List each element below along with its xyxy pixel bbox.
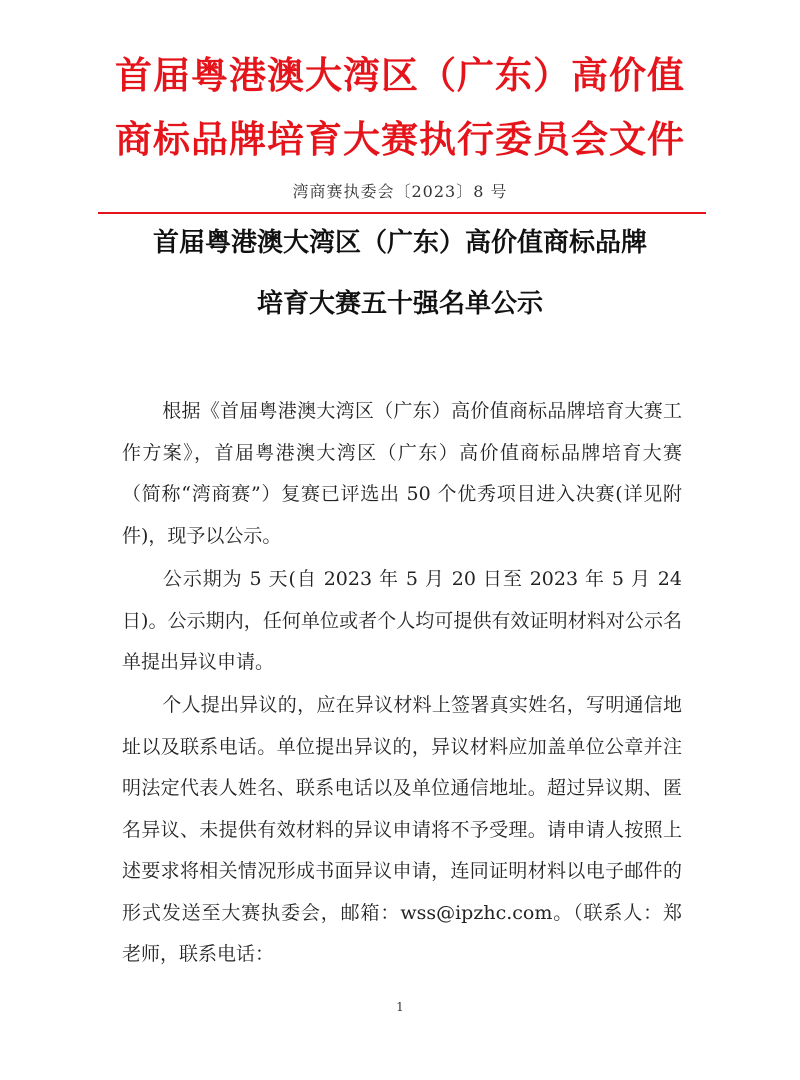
red-header-line-1: 首届粤港澳大湾区（广东）高价值 [115, 54, 685, 97]
body-paragraph-1 [122, 391, 682, 557]
page-number: 1 [396, 1000, 404, 1014]
red-header-line-2: 商标品牌培育大赛执行委员会文件 [115, 118, 685, 161]
body-paragraph-2 [122, 559, 682, 684]
notice-title-line-2: 培育大赛五十强名单公示 [256, 289, 543, 319]
document-number: 湾商赛执委会〔2023〕8 号 [292, 182, 508, 201]
notice-title-line-1: 首届粤港澳大湾区（广东）高价值商标品牌 [152, 228, 647, 258]
body-paragraph-3 [122, 685, 682, 976]
red-divider-line [98, 212, 706, 214]
paragraph-1-text: 根据《首届粤港澳大湾区（广东）高价值商标品牌培育大赛工作方案》，首届粤港澳大湾区（广东）高价值商标品牌培育大赛（简称“湾商赛”）复赛已评选出 50 个优秀项目进入决赛(详见附件)，现予以公示。 [122, 400, 682, 547]
paragraph-3-text: 个人提出异议的，应在异议材料上签署真实姓名，写明通信地址以及联系电话。单位提出异议的，异议材料应加盖单位公章并注明法定代表人姓名、联系电话以及单位通信地址。超过异议期、匿名异议、未提供有效材料的异议申请将不予受理。请申请人按照上述要求将相关情况形成书面异议申请，连同证明材料以电子邮件的形式发送至大赛执委会，邮箱：wss@ipzhc.com。（联系人：郑老师，联系电话： [122, 694, 682, 965]
paragraph-2-text: 公示期为 5 天(自 2023 年 5 月 20 日至 2023 年 5 月 24 日)。公示期内，任何单位或者个人均可提供有效证明材料对公示名单提出异议申请。 [122, 568, 682, 673]
